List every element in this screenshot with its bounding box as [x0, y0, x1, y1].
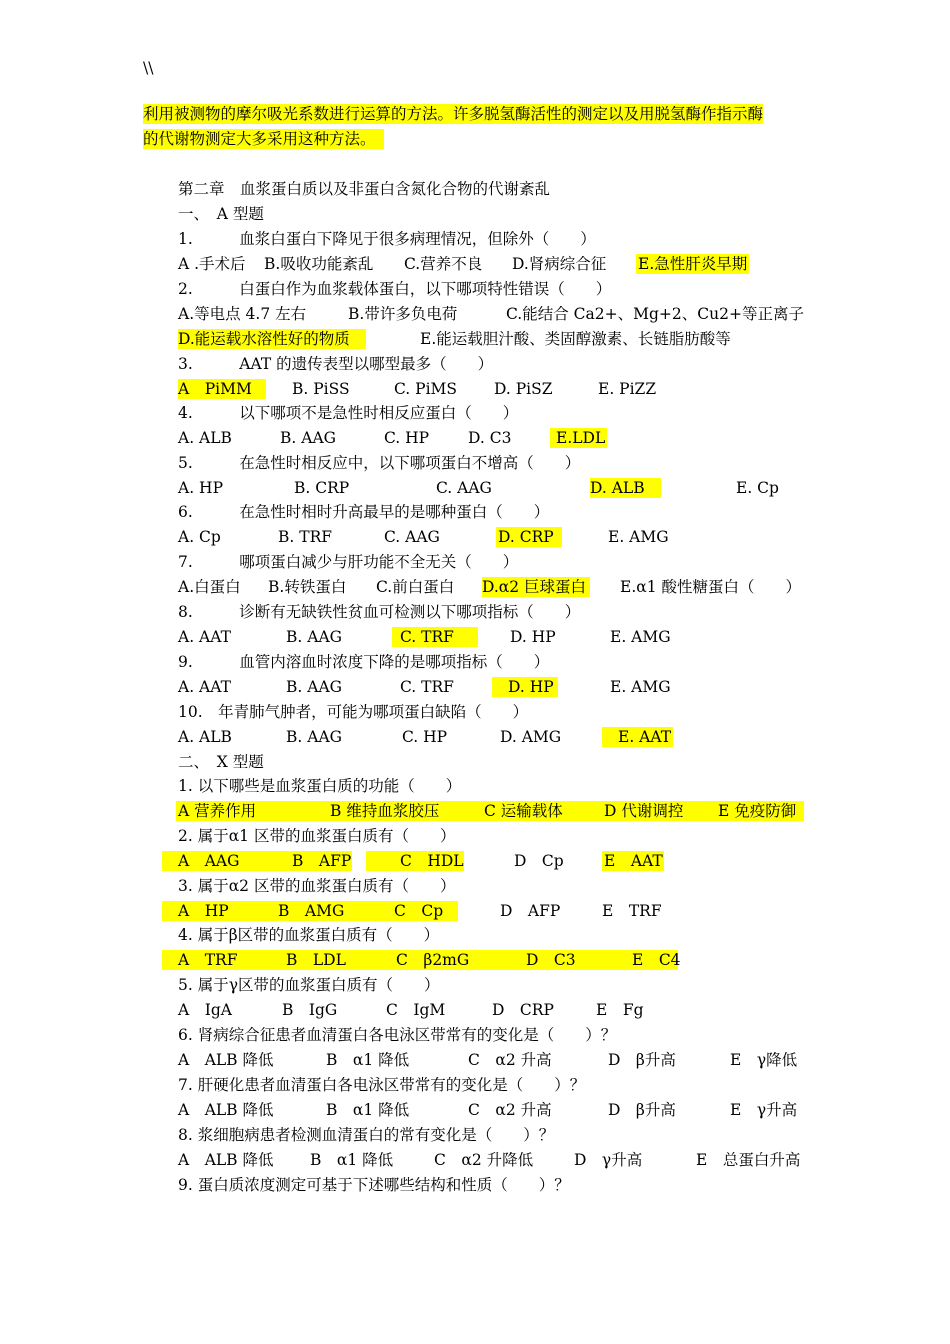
option-b: B.吸收功能紊乱	[264, 255, 374, 273]
option-b: B. AAG	[286, 628, 343, 646]
option-e: E.α1 酸性糖蛋白（ ）	[620, 578, 801, 596]
x-options-4	[162, 950, 862, 970]
option-e: E 总蛋白升高	[696, 1151, 801, 1169]
a-options-6	[178, 527, 878, 547]
option-c: C. PiMS	[394, 380, 458, 398]
option-d: D 代谢调控	[604, 802, 684, 820]
option-c: C. AAG	[436, 479, 492, 497]
x-options-8	[178, 1150, 878, 1170]
a-options-10	[178, 727, 878, 747]
option-a: A HP	[178, 902, 229, 920]
option-a: A.白蛋白	[178, 578, 241, 596]
x-question-5: 5. 属于γ区带的血浆蛋白质有（ ）	[178, 976, 440, 994]
option-d: D AFP	[500, 902, 561, 920]
option-b: B IgG	[282, 1001, 338, 1019]
option-c: C Cp	[394, 902, 444, 920]
option-c: C α2 升高	[468, 1101, 552, 1119]
option-b: B. PiSS	[292, 380, 350, 398]
option-b: B α1 降低	[326, 1101, 410, 1119]
option-a: A. AAT	[178, 678, 231, 696]
intro-line-2: 的代谢物测定大多采用这种方法。	[143, 129, 384, 149]
option-d: D γ升高	[574, 1151, 643, 1169]
option-c: C IgM	[386, 1001, 446, 1019]
a-options-8	[178, 627, 878, 647]
option-d: D. C3	[468, 429, 512, 447]
option-e: E. AMG	[608, 528, 669, 546]
option-b: B.转铁蛋白	[268, 578, 347, 596]
a-question-10: 10. 年青肺气肿者，可能为哪项蛋白缺陷（ ）	[178, 703, 529, 721]
option-e: E.能运载胆汁酸、类固醇激素、长链脂肪酸等	[420, 330, 731, 348]
option-c: C.前白蛋白	[376, 578, 455, 596]
a-question-6: 6. 在急性时相时升高最早的是哪种蛋白（ ）	[178, 503, 550, 521]
option-d: D β升高	[608, 1051, 676, 1069]
option-d-answer: D. CRP	[496, 527, 562, 547]
option-e: E 免疫防御	[718, 802, 797, 820]
option-c: C. HP	[402, 728, 448, 746]
option-b: B.带许多负电荷	[348, 305, 458, 323]
option-b: B LDL	[286, 951, 346, 969]
option-a-answer: A PiMM	[178, 379, 266, 399]
option-a: A. HP	[178, 479, 223, 497]
x-options-6	[178, 1050, 878, 1070]
option-e-answer: E.LDL	[550, 428, 607, 448]
option-b: B. AAG	[286, 728, 343, 746]
option-c: C 运输载体	[484, 802, 563, 820]
a-options-5	[178, 478, 878, 498]
option-a: A ALB 降低	[178, 1151, 274, 1169]
x-options-7	[178, 1100, 878, 1120]
option-c: C. HP	[384, 429, 430, 447]
option-d: D. HP	[510, 628, 556, 646]
option-c: C α2 升降低	[434, 1151, 534, 1169]
option-c: C HDL	[400, 852, 464, 870]
option-a: A ALB 降低	[178, 1051, 274, 1069]
option-c-answer: C. TRF	[392, 627, 478, 647]
a-question-9: 9. 血管内溶血时浓度下降的是哪项指标（ ）	[178, 653, 550, 671]
option-e: E. AMG	[610, 678, 671, 696]
option-a: A .手术后	[178, 255, 246, 273]
x-question-6: 6. 肾病综合征患者血清蛋白各电泳区带常有的变化是（ ）？	[178, 1026, 617, 1044]
option-c: C.营养不良	[404, 255, 483, 273]
option-c: C α2 升高	[468, 1051, 552, 1069]
a-question-5: 5. 在急性时相反应中，以下哪项蛋白不增高（ ）	[178, 454, 581, 472]
option-e: E. AMG	[610, 628, 671, 646]
option-a: A TRF	[178, 951, 238, 969]
x-question-9: 9. 蛋白质浓度测定可基于下述哪些结构和性质（ ）？	[178, 1176, 570, 1194]
option-e: E C4	[632, 951, 681, 969]
a-options-2b	[178, 329, 878, 349]
option-a: A.等电点 4.7 左右	[178, 305, 307, 323]
option-e: E γ降低	[730, 1051, 798, 1069]
option-b: B. TRF	[278, 528, 333, 546]
option-e-answer: E.急性肝炎早期	[638, 255, 748, 273]
intro-line-1: 利用被测物的摩尔吸光系数进行运算的方法。许多脱氢酶活性的测定以及用脱氢酶作指示酶	[143, 105, 764, 123]
option-a: A. ALB	[178, 429, 232, 447]
option-b: B α1 降低	[310, 1151, 394, 1169]
option-c: C. TRF	[400, 678, 454, 696]
x-question-3: 3. 属于α2 区带的血浆蛋白质有（ ）	[178, 877, 456, 895]
option-c: C β2mG	[396, 951, 470, 969]
section-a-heading: 一、 A 型题	[178, 205, 264, 223]
option-b: B α1 降低	[326, 1051, 410, 1069]
a-question-3: 3. AAT 的遗传表型以哪型最多（ ）	[178, 355, 494, 373]
a-question-1: 1. 血浆白蛋白下降见于很多病理情况，但除外（ ）	[178, 230, 596, 248]
option-e: E TRF	[602, 902, 662, 920]
top-mark: \\	[143, 59, 154, 77]
option-e: E. PiZZ	[598, 380, 657, 398]
chapter-title: 第二章 血浆蛋白质以及非蛋白含氮化合物的代谢紊乱	[178, 180, 551, 198]
option-a: A IgA	[178, 1001, 232, 1019]
a-question-7: 7. 哪项蛋白减少与肝功能不全无关（ ）	[178, 553, 519, 571]
option-d: D. AMG	[500, 728, 562, 746]
a-question-4: 4. 以下哪项不是急性时相反应蛋白（ ）	[178, 404, 519, 422]
a-options-9	[178, 677, 878, 697]
option-d-answer: D.α2 巨球蛋白	[482, 577, 590, 597]
option-d: D C3	[526, 951, 576, 969]
option-e-answer: E. AAT	[602, 727, 673, 747]
x-question-4: 4. 属于β区带的血浆蛋白质有（ ）	[178, 926, 440, 944]
option-b: B. CRP	[294, 479, 350, 497]
section-x-heading: 二、 X 型题	[178, 753, 264, 771]
a-options-4	[178, 428, 878, 448]
option-b: B 维持血浆胶压	[330, 802, 440, 820]
a-options-7	[178, 577, 878, 597]
option-e: E AAT	[604, 852, 663, 870]
option-a: A 营养作用	[178, 802, 257, 820]
x-question-1: 1. 以下哪些是血浆蛋白质的功能（ ）	[178, 777, 462, 795]
option-b: B AMG	[278, 902, 345, 920]
x-options-3	[162, 901, 862, 921]
option-e: E. Cp	[736, 479, 779, 497]
option-d: D β升高	[608, 1101, 676, 1119]
x-question-7: 7. 肝硬化患者血清蛋白各电泳区带常有的变化是（ ）？	[178, 1076, 586, 1094]
option-d: D Cp	[514, 852, 564, 870]
option-c: C.能结合 Ca2+、Mg+2、Cu2+等正离子	[506, 305, 804, 323]
option-d: D CRP	[492, 1001, 554, 1019]
option-d: D.肾病综合征	[512, 255, 607, 273]
x-question-2: 2. 属于α1 区带的血浆蛋白质有（ ）	[178, 827, 456, 845]
option-b: B AFP	[292, 852, 352, 870]
option-e: E γ升高	[730, 1101, 798, 1119]
x-options-5	[178, 1000, 878, 1020]
option-a: A AAG	[178, 852, 240, 870]
option-a: A ALB 降低	[178, 1101, 274, 1119]
a-options-3	[178, 379, 878, 399]
option-b: B. AAG	[286, 678, 343, 696]
a-question-8: 8. 诊断有无缺铁性贫血可检测以下哪项指标（ ）	[178, 603, 581, 621]
x-question-8: 8. 浆细胞病患者检测血清蛋白的常有变化是（ ）？	[178, 1126, 555, 1144]
option-d-answer: D.能运载水溶性好的物质	[178, 329, 366, 349]
option-c: C. AAG	[384, 528, 440, 546]
x-options-2	[162, 851, 862, 871]
option-b: B. AAG	[280, 429, 337, 447]
option-a: A. AAT	[178, 628, 231, 646]
a-question-2: 2. 白蛋白作为血浆载体蛋白，以下哪项特性错误（ ）	[178, 280, 612, 298]
a-options-2a	[178, 304, 878, 324]
a-options-1	[178, 254, 878, 274]
option-d-answer: D. ALB	[590, 478, 661, 498]
x-options-1	[176, 801, 804, 821]
option-d: D. PiSZ	[494, 380, 553, 398]
option-a: A. ALB	[178, 728, 232, 746]
option-a: A. Cp	[178, 528, 221, 546]
option-e: E Fg	[596, 1001, 644, 1019]
option-d-answer: D. HP	[492, 677, 558, 697]
